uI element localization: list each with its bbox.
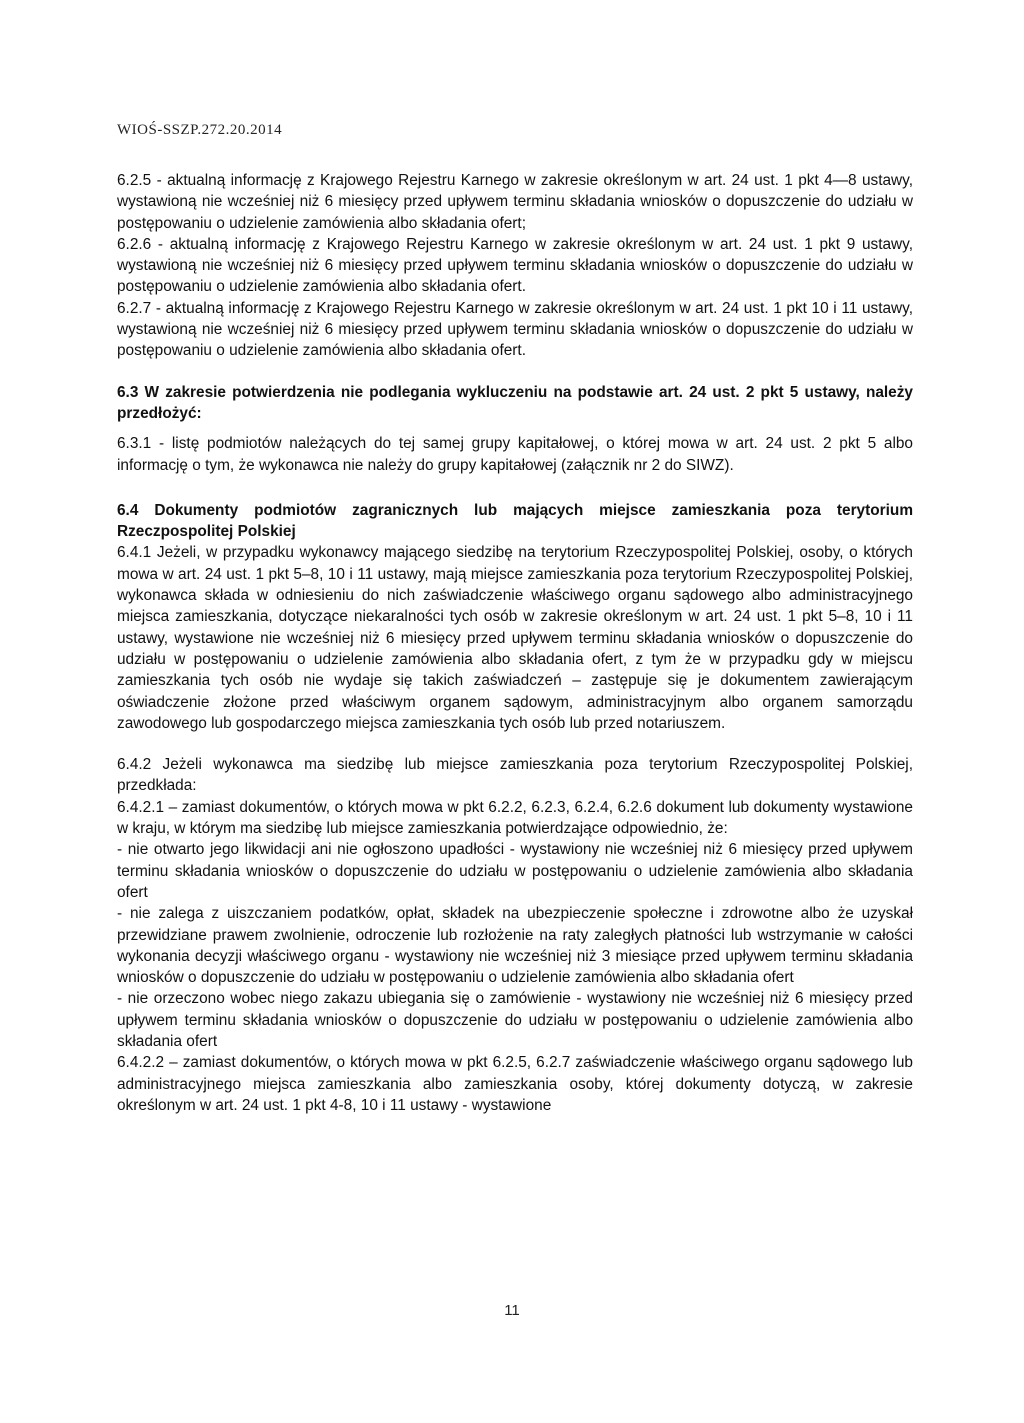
paragraph-6-4-1: 6.4.1 Jeżeli, w przypadku wykonawcy mającego siedzibę na terytorium Rzeczypospolitej Polskiej, osoby, o których mowa w art. 24 ust. 1 pkt 5–8, 10 i 11 ustawy, mają miejsce zamieszkania poza terytorium Rzeczypospolitej Polskiej, wykonawca składa w odniesieniu do nich zaświadczenie właściwego organu sądowego albo administracyjnego miejsca zamieszkania, dotyczące niekaralności tych osób w zakresie określonym w art. 24 ust. 1 pkt 5–8, 10 i 11 ustawy, wystawione nie wcześniej niż 6 miesięcy przed upływem terminu składania wniosków o dopuszczenie do udziału w postępowaniu o udzielenie zamówienia albo składania ofert, z tym że w przypadku gdy w miejscu zamieszkania tych osób nie wydaje się takich zaświadczeń – zastępuje się je dokumentem zawierającym oświadczenie złożone przed właściwym organem sądowym, administracyjnym albo organem samorządu zawodowego lub gospodarczego miejsca zamieszkania tych osób lub przed notariuszem. (117, 544, 913, 732)
paragraph-6-2-5: 6.2.5 - aktualną informację z Krajowego Rejestru Karnego w zakresie określonym w art. 24 ust. 1 pkt 4—8 ustawy, wystawioną nie wcześniej niż 6 miesięcy przed upływem terminu składania wniosków o dopuszczenie do udziału w postępowaniu o udzielenie zamówienia albo składania ofert; (117, 172, 913, 232)
list-item-liquidation: - nie otwarto jego likwidacji ani nie ogłoszono upadłości - wystawiony nie wcześniej niż 6 miesięcy przed upływem terminu składania wniosków o dopuszczenie do udziału w postępowaniu o udzielenie zamówienia albo składania ofert (117, 841, 913, 901)
document-body (117, 170, 913, 1116)
paragraph-6-4-2: 6.4.2 Jeżeli wykonawca ma siedzibę lub miejsce zamieszkania poza terytorium Rzeczypospolitej Polskiej, przedkłada: (117, 756, 913, 795)
paragraph-6-2-6: 6.2.6 - aktualną informację z Krajowego Rejestru Karnego w zakresie określonym w art. 24 ust. 1 pkt 9 ustawy, wystawioną nie wcześniej niż 6 miesięcy przed upływem terminu składania wniosków o dopuszczenie do udziału w postępowaniu o udzielenie zamówienia albo składania ofert. (117, 235, 913, 296)
section-heading-6-4: 6.4 Dokumenty podmiotów zagranicznych lub mających miejsce zamieszkania poza terytorium Rzeczpospolitej Polskiej (117, 501, 913, 541)
list-item-ban: - nie orzeczono wobec niego zakazu ubiegania się o zamówienie - wystawiony nie wcześniej niż 6 miesięcy przed upływem terminu składania wniosków o dopuszczenie do udziału w postępowaniu o udzielenie zamówienia albo składania ofert (117, 990, 913, 1050)
page-number: 11 (504, 1302, 520, 1319)
paragraph-6-4-2-1: 6.4.2.1 – zamiast dokumentów, o których mowa w pkt 6.2.2, 6.2.3, 6.2.4, 6.2.6 dokument lub dokumenty wystawione w kraju, w którym ma siedzibę lub miejsce zamieszkania potwierdzające odpowiednio, że: (117, 798, 913, 838)
list-item-taxes: - nie zalega z uiszczaniem podatków, opłat, składek na ubezpieczenie społeczne i zdrowotne albo że uzyskał przewidziane prawem zwolnienie, odroczenie lub rozłożenie na raty zaległych płatności lub wstrzymanie w całości wykonania decyzji właściwego organu - wystawiony nie wcześniej niż 3 miesiące przed upływem terminu składania wniosków o dopuszczenie do udziału w postępowaniu o udzielenie zamówienia albo składania ofert (117, 905, 913, 987)
document-reference: WIOŚ-SSZP.272.20.2014 (117, 122, 283, 138)
paragraph-6-4-2-2: 6.4.2.2 – zamiast dokumentów, o których mowa w pkt 6.2.5, 6.2.7 zaświadczenie właściwego organu sądowego lub administracyjnego miejsca zamieszkania albo zamieszkania osoby, której dokumenty dotyczą, w zakresie określonym w art. 24 ust. 1 pkt 4-8, 10 i 11 ustawy - wystawione (117, 1054, 913, 1114)
section-heading-6-3: 6.3 W zakresie potwierdzenia nie podlegania wykluczeniu na podstawie art. 24 ust. 2 pkt 5 ustawy, należy przedłożyć: (117, 383, 913, 422)
paragraph-6-2-7: 6.2.7 - aktualną informację z Krajowego Rejestru Karnego w zakresie określonym w art. 24 ust. 1 pkt 10 i 11 ustawy, wystawioną nie wcześniej niż 6 miesięcy przed upływem terminu składania wniosków o dopuszczenie do udziału w postępowaniu o udzielenie zamówienia albo składania ofert. (117, 299, 913, 360)
paragraph-6-3-1: 6.3.1 - listę podmiotów należących do tej samej grupy kapitałowej, o której mowa w art. 24 ust. 2 pkt 5 albo informację o tym, że wykonawca nie należy do grupy kapitałowej (załącznik nr 2 do SIWZ). (117, 435, 913, 474)
